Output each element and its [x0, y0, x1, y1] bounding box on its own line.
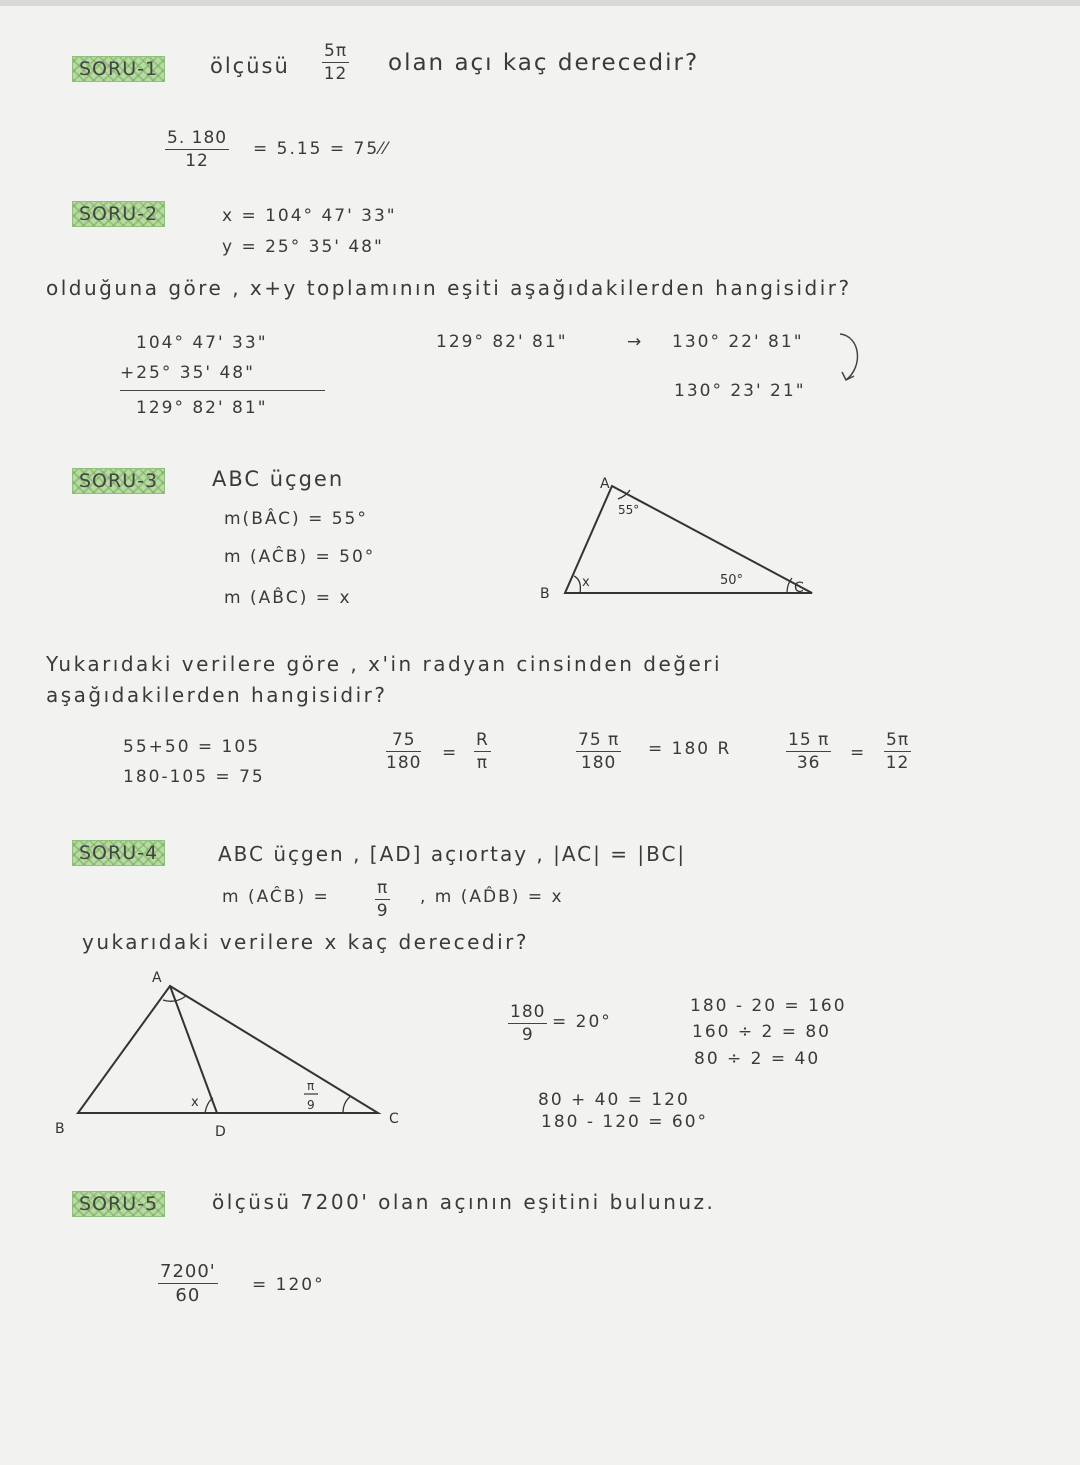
q3-vertex-c: C	[794, 580, 804, 596]
q3-triangle-sides	[565, 486, 812, 593]
q3-f1-den: 180	[386, 753, 422, 773]
q4-given-2b: , m (AD̂B) = x	[420, 887, 564, 907]
q3-angle-a: 55°	[618, 503, 640, 517]
q3-f5-num: 5π	[886, 730, 910, 750]
q4-angle-x: x	[191, 1095, 199, 1110]
q3-f1-num: 75	[386, 730, 421, 752]
q3-equals-2: =	[850, 743, 867, 763]
q2-x-line: x = 104° 47' 33"	[222, 206, 397, 226]
q2-arrow: →	[627, 332, 644, 352]
q4-w-num: 180	[510, 1002, 546, 1022]
q4-w-den: 9	[521, 1025, 534, 1045]
q4-w-rest: = 20°	[552, 1012, 612, 1032]
q3-fraction-4	[786, 730, 831, 773]
q3-given-3: m (AB̂C) = x	[224, 588, 352, 608]
q2-add-result: 129° 82' 81"	[136, 398, 268, 418]
q1-work-rest: = 5.15 = 75⁄⁄	[253, 139, 389, 159]
q2-question: olduğuna göre , x+y toplamının eşiti aşağıdakilerden hangisidir?	[46, 276, 852, 300]
q3-fraction-3	[576, 730, 621, 773]
q2-y-line: y = 25° 35' 48"	[222, 237, 384, 257]
q4-vertex-b: B	[55, 1121, 65, 1137]
q2-carry-arrow	[830, 326, 870, 386]
q1-work-den: 12	[185, 151, 209, 171]
q3-vertex-b: B	[540, 586, 550, 602]
q3-f2-num: R	[476, 730, 489, 750]
q3-fraction-5	[884, 730, 911, 773]
q5-work-fraction	[158, 1261, 218, 1306]
q3-question-1: Yukarıdaki verilere göre , x'in radyan cinsinden değeri	[46, 652, 723, 676]
q5-w-rest: = 120°	[252, 1275, 325, 1295]
q5-w-den: 60	[175, 1285, 201, 1306]
q2-step1: 129° 82' 81"	[436, 332, 568, 352]
q4-angle-c-arc	[343, 1096, 351, 1113]
q4-frac-den: 9	[376, 901, 389, 921]
q4-frac-num: π	[377, 878, 389, 898]
q3-f3-rest: = 180 R	[648, 739, 732, 759]
q1-prompt-b: olan açı kaç derecedir?	[388, 50, 700, 76]
q4-given-1: ABC üçgen , [AD] açıortay , |AC| = |BC|	[218, 842, 687, 866]
notebook-page	[0, 6, 1080, 1465]
q4-work-4: 80 + 40 = 120	[538, 1090, 690, 1110]
q3-f4-num: 15 π	[788, 730, 830, 750]
q4-question: yukarıdaki verilere x kaç derecedir?	[82, 930, 529, 954]
q4-fraction	[375, 878, 390, 921]
q2-step2: 130° 22' 81"	[672, 332, 804, 352]
q5-w-num: 7200'	[160, 1261, 216, 1282]
q4-work-3: 80 ÷ 2 = 40	[694, 1049, 821, 1069]
question-5-label: SORU-5	[72, 1191, 165, 1217]
q3-fraction-1	[386, 730, 421, 773]
q4-triangle	[55, 968, 415, 1143]
q3-angle-b-arc	[574, 576, 580, 593]
q2-final: 130° 23' 21"	[674, 381, 806, 401]
q3-vertex-a: A	[600, 476, 610, 492]
q1-fraction	[322, 41, 349, 84]
q1-frac-den: 12	[323, 64, 348, 84]
q2-add-row2: +25° 35' 48"	[120, 363, 255, 383]
q3-f3-num: 75 π	[578, 730, 620, 750]
q5-prompt: ölçüsü 7200' olan açının eşitini bulunuz.	[212, 1190, 716, 1214]
q4-angle-c-num: π	[307, 1079, 315, 1093]
q3-fraction-2	[474, 730, 491, 773]
q3-angle-b: x	[582, 575, 590, 590]
q3-work-1: 55+50 = 105	[123, 737, 261, 757]
q3-question-2: aşağıdakilerden hangisidir?	[46, 683, 388, 707]
q3-f5-den: 12	[885, 753, 910, 773]
q1-frac-num: 5π	[324, 41, 348, 61]
q4-work-1: 180 - 20 = 160	[690, 996, 847, 1016]
q4-vertex-c: C	[389, 1111, 399, 1127]
question-2-label: SORU-2	[72, 201, 165, 227]
q4-work-2: 160 ÷ 2 = 80	[692, 1022, 831, 1042]
q3-given-title: ABC üçgen	[212, 467, 345, 491]
q1-work-num: 5. 180	[167, 128, 228, 148]
q3-f3-den: 180	[580, 753, 617, 773]
q3-given-2: m (AĈB) = 50°	[224, 547, 376, 567]
q3-work-2: 180-105 = 75	[123, 767, 265, 787]
q1-prompt-a: ölçüsü	[210, 54, 290, 78]
q3-given-1: m(BÂC) = 55°	[224, 509, 368, 529]
q3-equals: =	[442, 743, 459, 763]
q4-work-5: 180 - 120 = 60°	[541, 1112, 709, 1132]
q4-work-fraction	[508, 1002, 547, 1045]
q4-vertex-d: D	[215, 1124, 226, 1140]
question-3-label: SORU-3	[72, 468, 165, 494]
q3-triangle	[530, 474, 830, 604]
q4-triangle-sides	[78, 986, 378, 1113]
q2-add-row1: 104° 47' 33"	[136, 333, 268, 353]
question-1-label: SORU-1	[72, 56, 165, 82]
question-4-label: SORU-4	[72, 840, 165, 866]
q3-angle-c: 50°	[720, 573, 744, 588]
q1-work-fraction	[165, 128, 229, 171]
q4-angle-c-den: 9	[307, 1098, 315, 1112]
q2-sum-line	[120, 390, 325, 391]
q3-f4-den: 36	[796, 753, 821, 773]
q4-bisector	[170, 986, 217, 1113]
q3-f2-den: π	[476, 753, 489, 773]
q4-vertex-a: A	[152, 970, 162, 986]
q4-given-2a: m (AĈB) =	[222, 887, 330, 907]
